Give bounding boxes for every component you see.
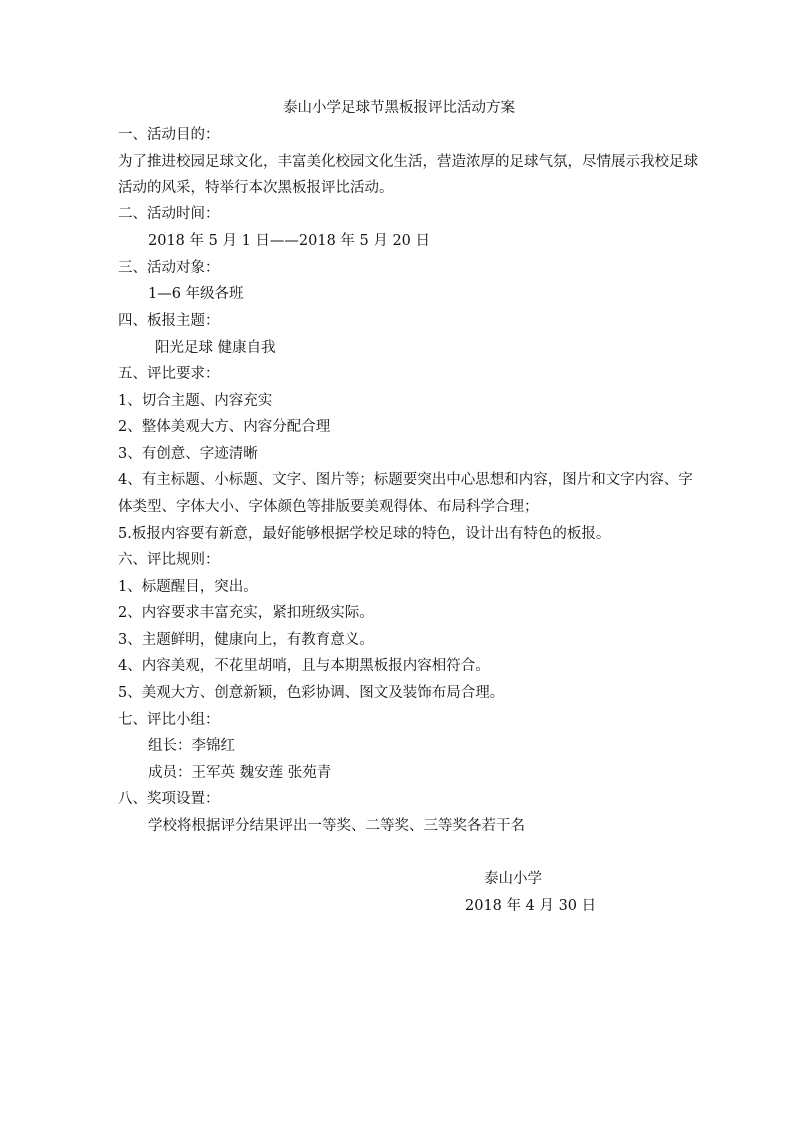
target-text: 1—6 年级各班: [148, 286, 244, 302]
signature-org: 泰山小学: [484, 871, 542, 887]
requirement-item-3: 3、有创意、字迹清晰: [118, 446, 258, 462]
requirement-item-5: 5.板报内容要有新意，最好能够根据学校足球的特色，设计出有特色的板报。: [118, 526, 611, 542]
rule-item-1: 1、标题醒目，突出。: [118, 579, 258, 595]
awards-text: 学校将根据评分结果评出一等奖、二等奖、三等奖各若干名: [148, 818, 525, 834]
panel-leader: 组长：李锦红: [148, 738, 235, 754]
rule-item-4: 4、内容美观，不花里胡哨，且与本期黑板报内容相符合。: [118, 658, 490, 674]
rule-item-2: 2、内容要求丰富充实，紧扣班级实际。: [118, 605, 374, 621]
section-heading-rules: 六、评比规则：: [118, 552, 220, 568]
rule-item-5: 5、美观大方、创意新颖，色彩协调、图文及装饰布局合理。: [118, 685, 505, 701]
requirement-item-4-line1: 4、有主标题、小标题、文字、图片等；标题要突出中心思想和内容，图片和文字内容、字: [118, 472, 693, 488]
section-heading-purpose: 一、活动目的：: [118, 127, 220, 143]
section-heading-target: 三、活动对象：: [118, 260, 220, 276]
signature-date: 2018 年 4 月 30 日: [465, 898, 597, 914]
section-heading-theme: 四、板报主题：: [118, 313, 220, 329]
time-text: 2018 年 5 月 1 日——2018 年 5 月 20 日: [148, 233, 431, 249]
section-heading-awards: 八、奖项设置：: [118, 791, 220, 807]
section-heading-time: 二、活动时间：: [118, 206, 220, 222]
document-title: 泰山小学足球节黑板报评比活动方案: [283, 100, 515, 116]
requirement-item-1: 1、切合主题、内容充实: [118, 393, 273, 409]
theme-text: 阳光足球 健康自我: [155, 340, 276, 356]
section-heading-panel: 七、评比小组：: [118, 712, 220, 728]
requirement-item-4-line2: 体类型、字体大小、字体颜色等排版要美观得体、布局科学合理；: [118, 499, 539, 515]
section-heading-requirements: 五、评比要求：: [118, 366, 220, 382]
rule-item-3: 3、主题鲜明，健康向上，有教育意义。: [118, 632, 374, 648]
purpose-text-line1: 为了推进校园足球文化，丰富美化校园文化生活，营造浓厚的足球气氛，尽情展示我校足球: [118, 154, 698, 170]
purpose-text-line2: 活动的风采，特举行本次黑板报评比活动。: [118, 180, 394, 196]
requirement-item-2: 2、整体美观大方、内容分配合理: [118, 419, 331, 435]
panel-members: 成员：王军英 魏安莲 张苑青: [148, 765, 332, 781]
